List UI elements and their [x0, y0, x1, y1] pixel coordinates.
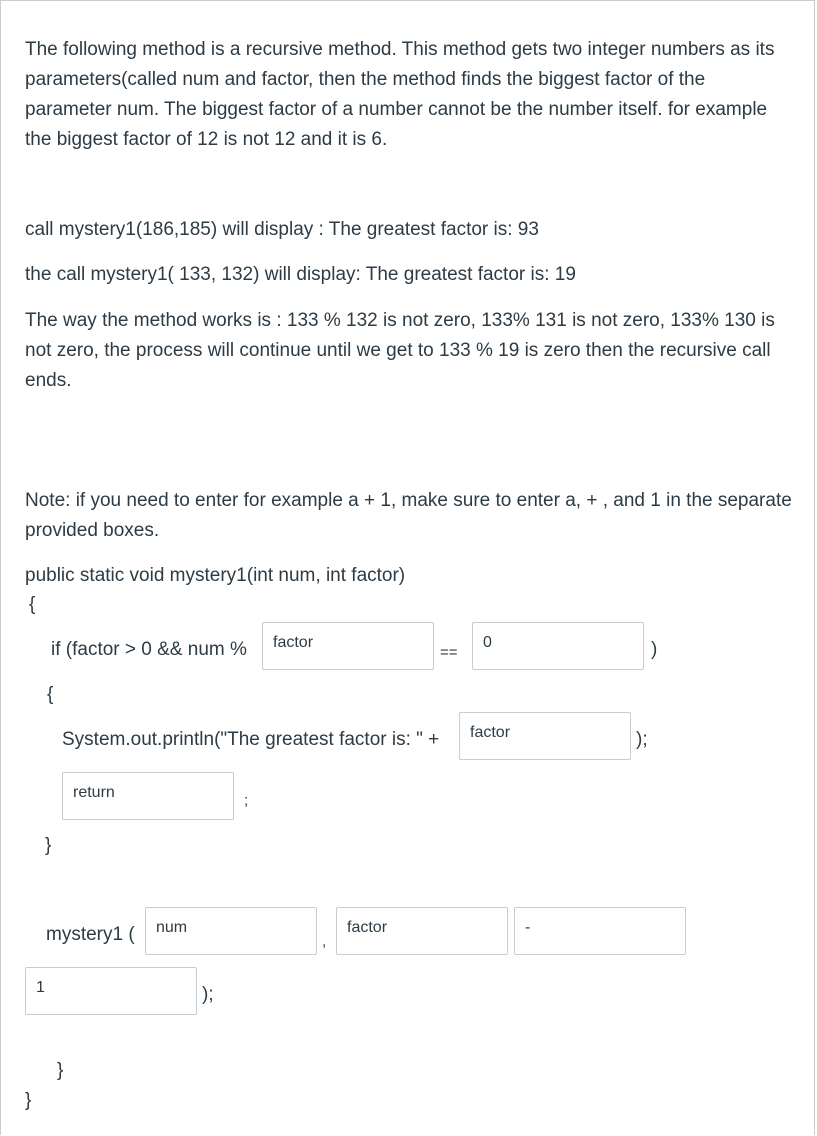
intro-text: The following method is a recursive method. This method gets two integer numbers as its parameters(called num and factor, then the method finds the biggest factor of the parameter num. The biggest factor of a number cannot be the number itself. for example the biggest factor of 12 is not 12 and it is 6. [25, 39, 775, 150]
method-close-brace: } [25, 1090, 32, 1111]
if-condition-prefix: if (factor > 0 && num % [51, 639, 247, 660]
method-open-brace: { [29, 594, 36, 615]
call-suffix: ); [202, 984, 214, 1005]
example-1-text: call mystery1(186,185) will display : The greatest factor is: 93 [25, 219, 539, 240]
return-input[interactable]: return [62, 772, 234, 820]
if-close-paren: ) [651, 639, 658, 660]
note-text: Note: if you need to enter for example a + 1, make sure to enter a, + , and 1 in the separate provided boxes. [25, 490, 792, 541]
arg-comma: , [322, 933, 327, 950]
if-value-input[interactable]: 0 [472, 622, 644, 670]
if-close-brace: } [45, 835, 52, 856]
println-prefix: System.out.println("The greatest factor is: " + [62, 729, 440, 750]
method-signature: public static void mystery1(int num, int factor) [25, 565, 406, 586]
println-suffix: ); [636, 729, 648, 750]
arg-factor-input[interactable]: factor [336, 907, 508, 955]
example-2-text: the call mystery1( 133, 132) will display: The greatest factor is: 19 [25, 264, 576, 285]
if-operand-input[interactable]: factor [262, 622, 434, 670]
arg-constant-input[interactable]: 1 [25, 967, 197, 1015]
arg-num-input[interactable]: num [145, 907, 317, 955]
method-inner-close-brace: } [57, 1060, 64, 1081]
arg-operator-input[interactable]: - [514, 907, 686, 955]
explanation-text: The way the method works is : 133 % 132 is not zero, 133% 131 is not zero, 133% 130 is not zero, the process will continue until we get to 133 % 19 is zero then the recursive call ends. [25, 310, 775, 391]
if-open-brace: { [47, 684, 54, 705]
return-semicolon: ; [244, 792, 249, 809]
equals-operator: == [440, 644, 458, 661]
recursive-call-prefix: mystery1 ( [46, 924, 135, 945]
println-arg-input[interactable]: factor [459, 712, 631, 760]
